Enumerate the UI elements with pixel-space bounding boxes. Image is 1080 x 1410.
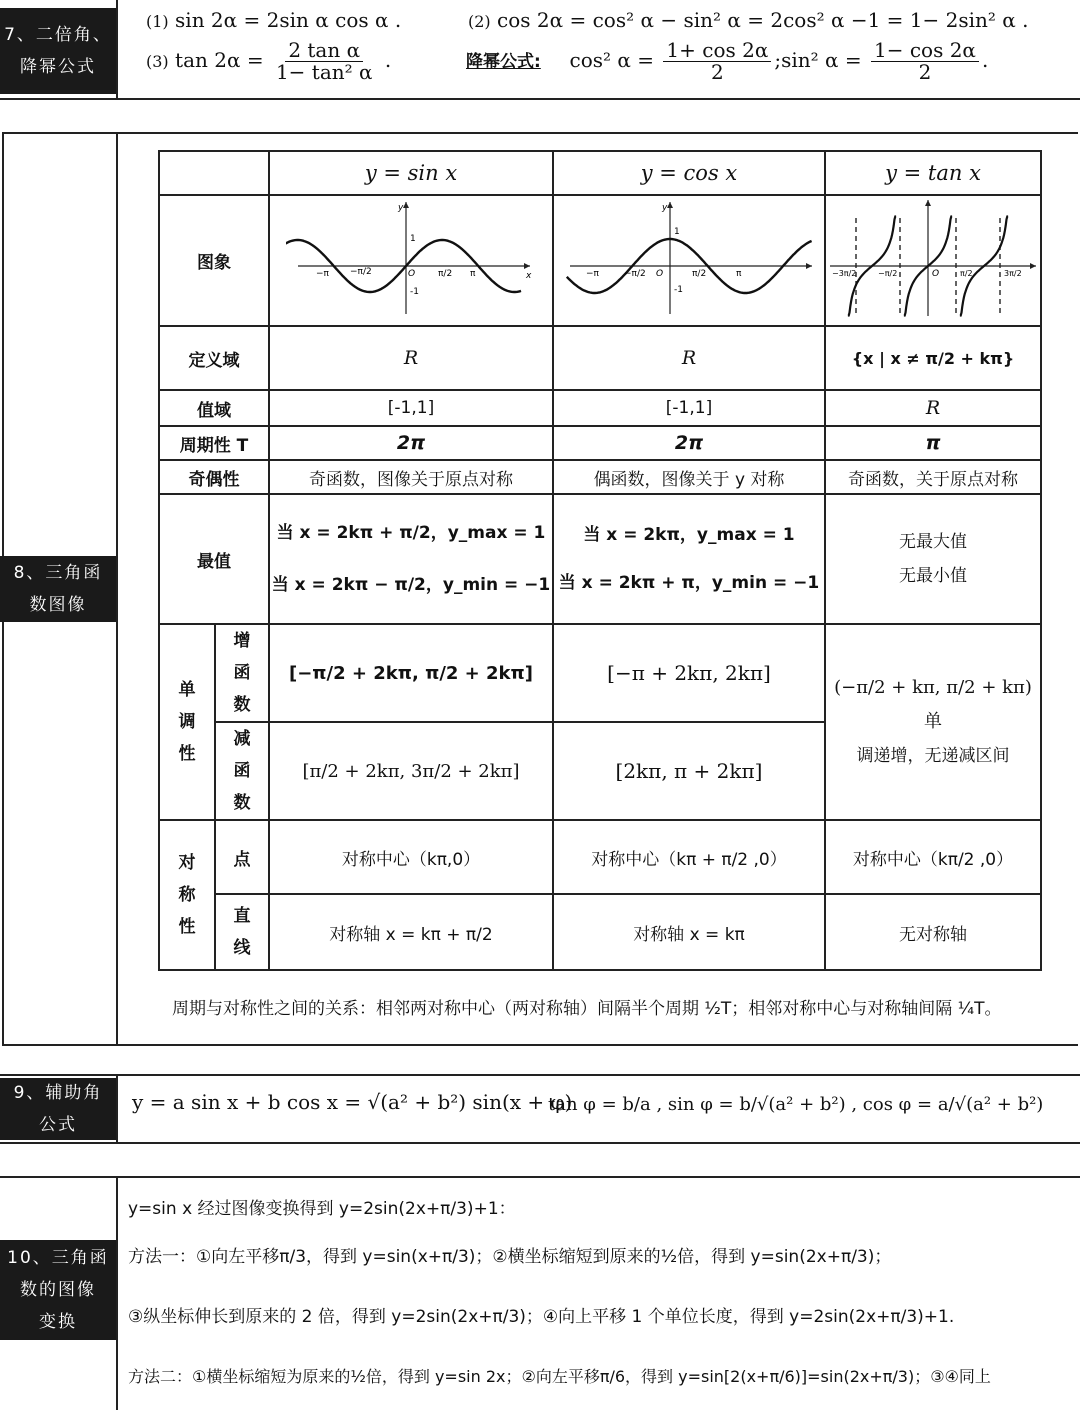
power-reduction-label: 降幂公式: [466,52,541,72]
formula-end: . [384,48,392,72]
tick-neg-three-half-pi: −3π/2 [832,269,857,278]
formula-sin-double [146,8,401,32]
extreme-sin [269,494,553,624]
divider [116,0,118,100]
header-cos: y = cos x [553,151,825,195]
formula-lhs: tan 2α = [175,48,264,72]
increasing-label-char: 函 [233,663,251,683]
section-9 [0,1074,1080,1144]
divider [116,1074,118,1144]
monotonic-label-char: 性 [178,744,196,764]
tick-neg-pi: −π [586,269,599,279]
tick-half-pi: π/2 [692,269,707,279]
extreme-min: 当 x = 2kπ − π/2，y_min = −1 [271,575,551,595]
formula-text: cos 2α = cos² α − sin² α = 2cos² α −1 = 1− 2sin² α . [497,8,1029,32]
graph-tan [825,195,1041,326]
formula-lhs: sin² α = [781,48,862,72]
tick-pi: π [470,269,476,279]
row-header-extreme: 最值 [159,494,269,624]
row-header-period: 周期性 T [159,426,269,460]
formula-text: sin 2α = 2sin α cos α . [175,8,402,32]
tan-increasing-interval: (−π/2 + kπ, π/2 + kπ) 单 [834,677,1032,732]
increasing-label-char: 增 [233,631,251,651]
header-tan: y = tan x [825,151,1041,195]
formula-power-reduction [466,40,988,83]
row-header-parity: 奇偶性 [159,460,269,494]
axis-tan: 无对称轴 [825,894,1041,970]
parity-tan: 奇函数，关于原点对称 [825,460,1041,494]
row-header-domain: 定义域 [159,326,269,390]
increasing-label [216,625,268,721]
parity-cos: 偶函数，图像关于 y 对称 [553,460,825,494]
origin-label: O [932,269,940,279]
origin-label: O [408,269,416,279]
domain-tan: {x | x ≠ π/2 + kπ} [825,326,1041,390]
sine-graph [286,196,536,320]
axis-cos: 对称轴 x = kπ [553,894,825,970]
center-tan: 对称中心（kπ/2 ,0） [825,820,1041,894]
tick-three-half-pi: 3π/2 [1004,269,1022,278]
monotonic-label-char: 单 [178,680,196,700]
decreasing-sin: [π/2 + 2kπ, 3π/2 + 2kπ] [269,722,553,820]
formula-tan-double [146,40,391,83]
formula-tag: (3) [146,52,169,71]
numerator: 1+ cos 2α [663,40,771,62]
extreme-max: 当 x = 2kπ，y_max = 1 [583,525,795,545]
monotonic-label [160,674,214,770]
tick-neg-one: -1 [410,287,419,297]
y-axis-label: y [398,203,404,213]
section-8-label: 8、三角函 数图像 [0,556,116,622]
origin-label: O [656,269,664,279]
divider [0,98,1080,100]
tick-one: 1 [674,227,680,237]
no-max: 无最大值 [899,532,967,552]
tick-pi: π [736,269,742,279]
graph-sin [269,195,553,326]
transform-method-two: 方法二：①横坐标缩短为原来的½倍，得到 y=sin 2x；②向左平移π/6，得到 y=sin[2(x+π/6)]=sin(2x+π/3)；③④同上 [128,1367,991,1386]
row-header-graph: 图象 [159,195,269,326]
period-sin: 2π [269,426,553,460]
fraction [273,40,376,83]
separator: ; [774,48,782,72]
section-10-label: 10、三角函 数的图像 变换 [0,1240,116,1340]
monotonic-tan [825,624,1041,820]
range-tan: R [825,390,1041,426]
decreasing-cos: [2kπ, π + 2kπ] [553,722,825,820]
extreme-tan [825,494,1041,624]
extreme-min: 当 x = 2kπ + π，y_min = −1 [558,573,820,593]
symmetry-label-char: 对 [178,853,196,873]
increasing-sin: [−π/2 + 2kπ, π/2 + 2kπ] [269,624,553,722]
decreasing-label-char: 减 [233,729,251,749]
transform-method-one-b: ③纵坐标伸长到原来的 2 倍，得到 y=2sin(2x+π/3)；④向上平移 1 个单位长度，得到 y=2sin(2x+π/3)+1. [128,1307,955,1327]
tick-half-pi: π/2 [438,269,453,279]
auxiliary-angle-formula: y = a sin x + b cos x = √(a² + b²) sin(x + φ) [132,1090,573,1114]
row-header-symmetry [159,820,215,970]
monotonic-increasing-label [215,624,269,722]
formula-lhs: cos² α = [569,48,655,72]
trig-function-table [158,150,1042,971]
formula-tag: (2) [468,12,491,31]
section-9-label: 9、辅助角 公式 [0,1078,116,1140]
numerator: 2 tan α [285,40,363,62]
range-cos: [-1,1] [553,390,825,426]
divider [116,1176,118,1410]
range-sin: [-1,1] [269,390,553,426]
symmetry-line-label [215,894,269,970]
line-label [216,900,268,964]
tan-monotonic-note: 调递增，无递减区间 [856,746,1010,766]
row-header-monotonic [159,624,215,820]
denominator: 2 [918,60,932,84]
domain-cos: R [553,326,825,390]
period-tan: π [825,426,1041,460]
tick-neg-pi: −π [316,269,329,279]
cosine-graph [564,196,814,320]
increasing-cos: [−π + 2kπ, 2kπ] [553,624,825,722]
denominator: 2 [711,60,724,84]
symmetry-label-char: 称 [178,885,196,905]
divider [0,1142,1080,1144]
center-sin: 对称中心（kπ,0） [269,820,553,894]
tangent-graph [828,196,1038,320]
symmetry-label-char: 性 [178,917,196,937]
transform-intro: y=sin x 经过图像变换得到 y=2sin(2x+π/3)+1： [128,1199,516,1219]
domain-sin: R [269,326,553,390]
graph-cos [553,195,825,326]
section-7-label: 7、二倍角、 降幂公式 [0,8,116,94]
y-axis-label: y [662,203,668,213]
auxiliary-angle-relations: tan φ = b/a , sin φ = b/√(a² + b²) , cos φ = a/√(a² + b²) [548,1094,1044,1115]
header-sin: y = sin x [269,151,553,195]
row-header-range: 值域 [159,390,269,426]
center-cos: 对称中心（kπ + π/2 ,0） [553,820,825,894]
decreasing-label [216,723,268,819]
corner-cell [159,151,269,195]
line-label-char: 直 [233,906,251,926]
period-symmetry-note: 周期与对称性之间的关系：相邻两对称中心（两对称轴）间隔半个周期 ½T；相邻对称中心与对称轴间隔 ¼T。 [172,999,1002,1019]
monotonic-label-char: 调 [178,712,196,732]
tick-neg-half-pi: −π/2 [624,269,646,279]
denominator: 1− tan² α [275,60,373,84]
formula-tag: (1) [146,12,169,31]
section-10 [0,1176,1080,1410]
monotonic-decreasing-label [215,722,269,820]
transform-method-one-a: 方法一：①向左平移π/3，得到 y=sin(x+π/3)；②横坐标缩短到原来的½倍，得到 y=sin(2x+π/3)； [128,1247,892,1267]
extreme-max: 当 x = 2kπ + π/2，y_max = 1 [276,523,546,543]
fraction [871,40,979,83]
divider [0,1074,1080,1076]
formula-cos-double [468,8,1028,32]
line-label-char: 线 [233,938,251,958]
decreasing-label-char: 数 [233,793,251,813]
symmetry-point-label: 点 [215,820,269,894]
decreasing-label-char: 函 [233,761,251,781]
tick-neg-one: -1 [674,285,683,295]
no-min: 无最小值 [899,566,967,586]
fraction [663,40,771,83]
parity-sin: 奇函数，图像关于原点对称 [269,460,553,494]
tick-neg-half-pi: −π/2 [878,269,898,278]
tick-neg-half-pi: −π/2 [350,267,372,277]
numerator: 1− cos 2α [871,40,979,62]
tick-one: 1 [410,234,416,244]
symmetry-label [160,847,214,943]
x-axis-label: x [526,271,532,281]
tick-half-pi: π/2 [960,269,973,278]
axis-sin: 对称轴 x = kπ + π/2 [269,894,553,970]
formula-end: . [981,48,989,72]
section-7 [0,0,1080,100]
period-cos: 2π [553,426,825,460]
extreme-cos [553,494,825,624]
section-8 [0,132,1080,1046]
divider [116,132,118,1046]
divider [0,1176,1080,1178]
increasing-label-char: 数 [233,695,251,715]
